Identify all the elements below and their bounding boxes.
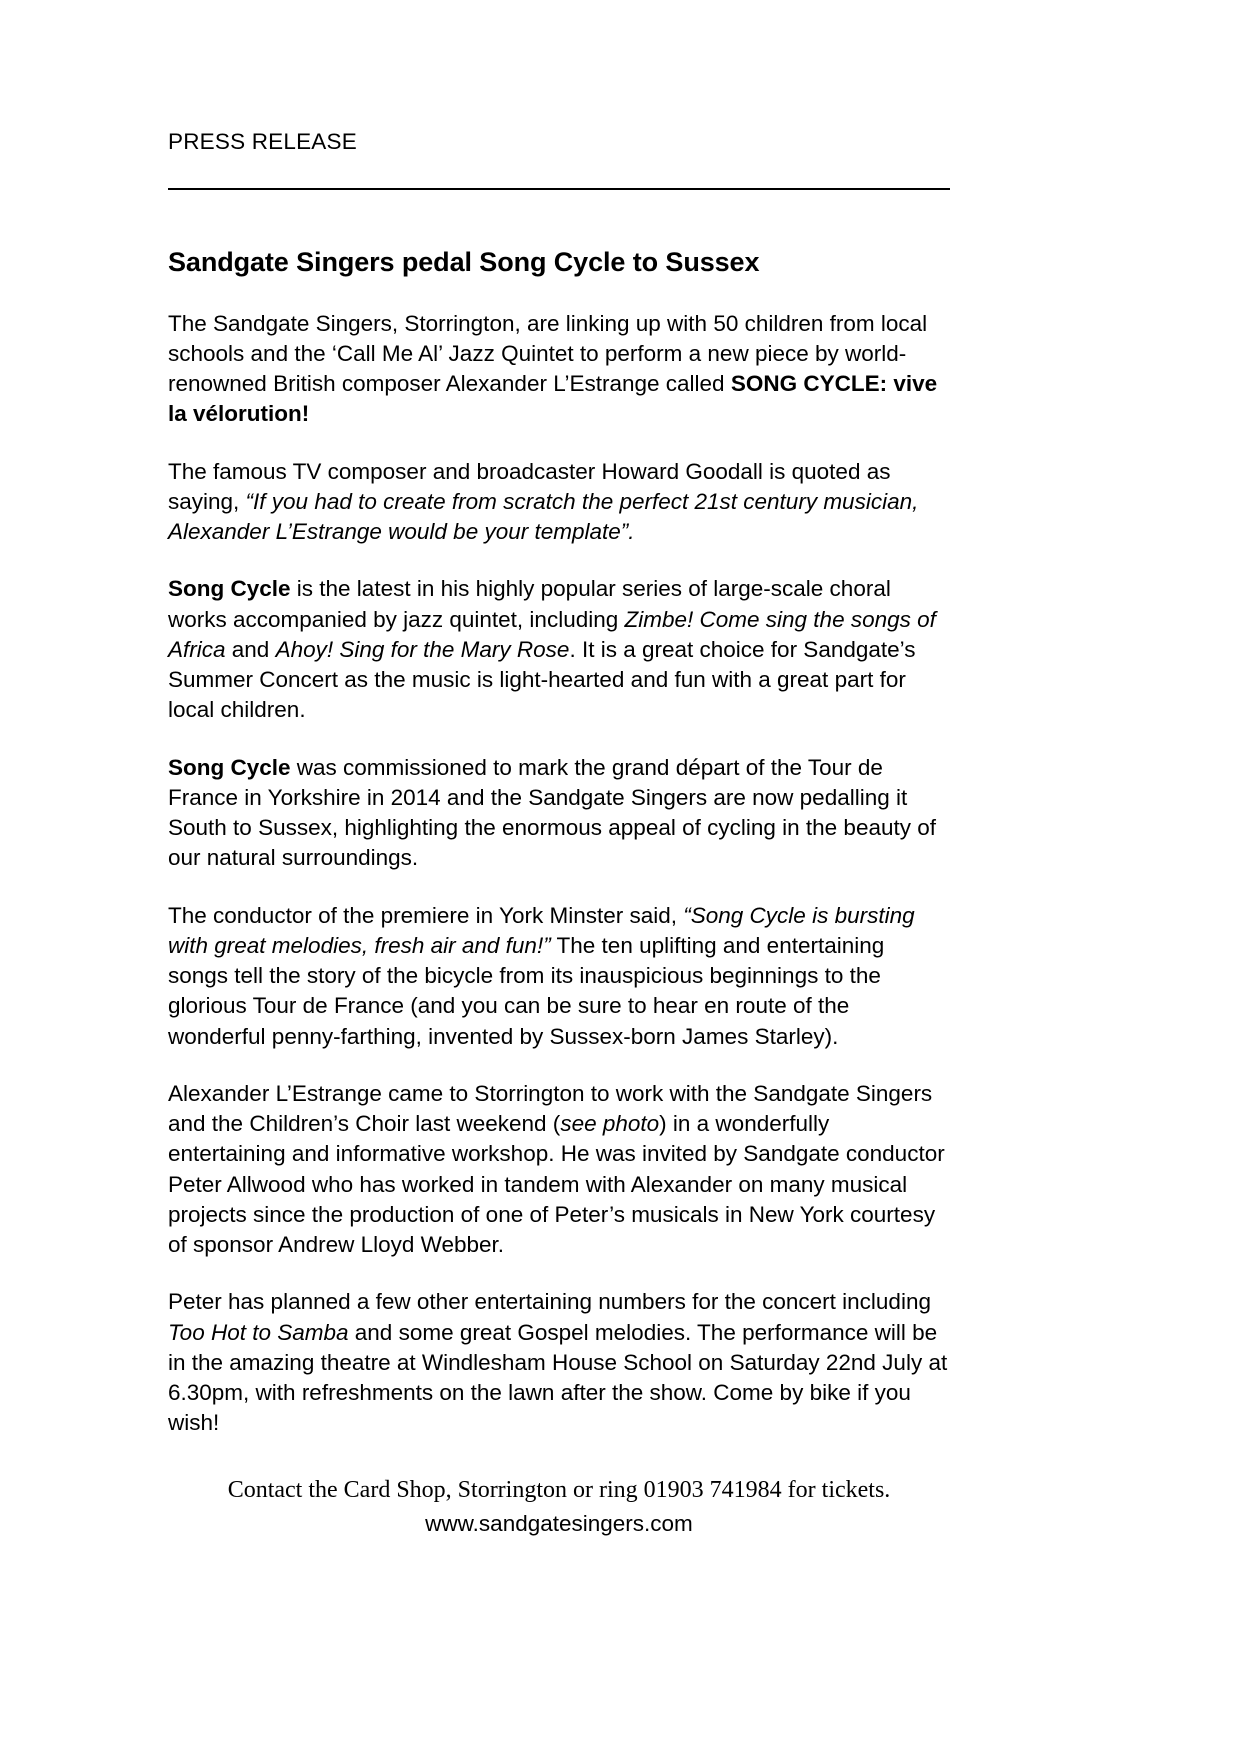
website-url: www.sandgatesingers.com — [425, 1510, 693, 1536]
paragraph-commission — [168, 753, 950, 874]
contact-footer — [168, 1475, 950, 1538]
series-text-3: . It is a great choice for Sandgate’s Summer Concert as the music is light-hearted and fun with a great part for local children. — [168, 636, 916, 723]
workshop-text-2: ) in a wonderfully entertaining and informative workshop. He was invited by Sandgate conductor Peter Allwood who has worked in tandem with Alexander on many musical projects since the production of one of Peter’s musicals in New York courtesy of sponsor Andrew Lloyd Webber. — [168, 1111, 945, 1258]
paragraph-intro — [168, 309, 950, 430]
page-title: Sandgate Singers pedal Song Cycle to Sussex — [168, 247, 760, 278]
paragraph-song-cycle-series — [168, 574, 950, 725]
paragraph-goodall-quote — [168, 457, 950, 548]
song-cycle-bold-1: Song Cycle — [168, 576, 291, 602]
press-release-kicker: PRESS RELEASE — [168, 129, 357, 154]
conductor-follow-up: The ten uplifting and entertaining songs tell the story of the bicycle from its inauspicious beginnings to the glorious Tour de France (and you can be sure to hear en route of the wonderful penny-farthing, invented by Sussex-born James Starley). — [168, 932, 885, 1049]
zimbe-title-italic: Zimbe! Come sing the songs of Africa — [168, 606, 936, 662]
paragraph-conductor-quote — [168, 901, 950, 1052]
song-cycle-bold-2: Song Cycle — [168, 754, 291, 780]
concert-text-2: and some great Gospel melodies. The performance will be in the amazing theatre at Windlesham House School on Saturday 22nd July at 6.30pm, with refreshments on the lawn after the show. Come by bike if you wish! — [168, 1319, 948, 1436]
work-title-bold: SONG CYCLE: vive la vélorution! — [168, 371, 938, 427]
contact-details: Contact the Card Shop, Storrington or ring 01903 741984 for tickets. — [227, 1476, 891, 1503]
paragraph-workshop — [168, 1079, 950, 1261]
ahoy-title-italic: Ahoy! Sing for the Mary Rose — [275, 636, 570, 662]
paragraph-concert-details — [168, 1287, 950, 1438]
commission-text: was commissioned to mark the grand départ of the Tour de France in Yorkshire in 2014 and the Sandgate Singers are now pedalling it South to Sussex, highlighting the enormous appeal of cycling in the beauty of our natural surroundings. — [168, 754, 936, 871]
samba-title-italic: Too Hot to Samba — [168, 1319, 349, 1345]
header-divider — [168, 188, 950, 190]
goodall-lead-in: The famous TV composer and broadcaster Howard Goodall is quoted as saying, — [168, 458, 891, 514]
conductor-lead-in: The conductor of the premiere in York Minster said, — [168, 902, 684, 928]
see-photo-italic: see photo — [560, 1111, 660, 1137]
document-content — [168, 128, 950, 1538]
concert-text-1: Peter has planned a few other entertaining numbers for the concert including — [168, 1289, 931, 1315]
series-text-1: is the latest in his highly popular series of large-scale choral works accompanied by jazz quintet, including — [168, 576, 891, 632]
intro-text: The Sandgate Singers, Storrington, are linking up with 50 children from local schools and the ‘Call Me Al’ Jazz Quintet to perform a new piece by world-renowned British composer Alexander L’Estrange called — [168, 310, 928, 397]
conductor-quote-italic: “Song Cycle is bursting with great melodies, fresh air and fun!” — [168, 902, 915, 958]
goodall-quote-italic: “If you had to create from scratch the perfect 21st century musician, Alexander L’Estrange would be your template”. — [168, 488, 919, 545]
workshop-text-1: Alexander L’Estrange came to Storrington to work with the Sandgate Singers and the Children’s Choir last weekend ( — [168, 1080, 933, 1137]
series-text-2: and — [225, 636, 276, 662]
